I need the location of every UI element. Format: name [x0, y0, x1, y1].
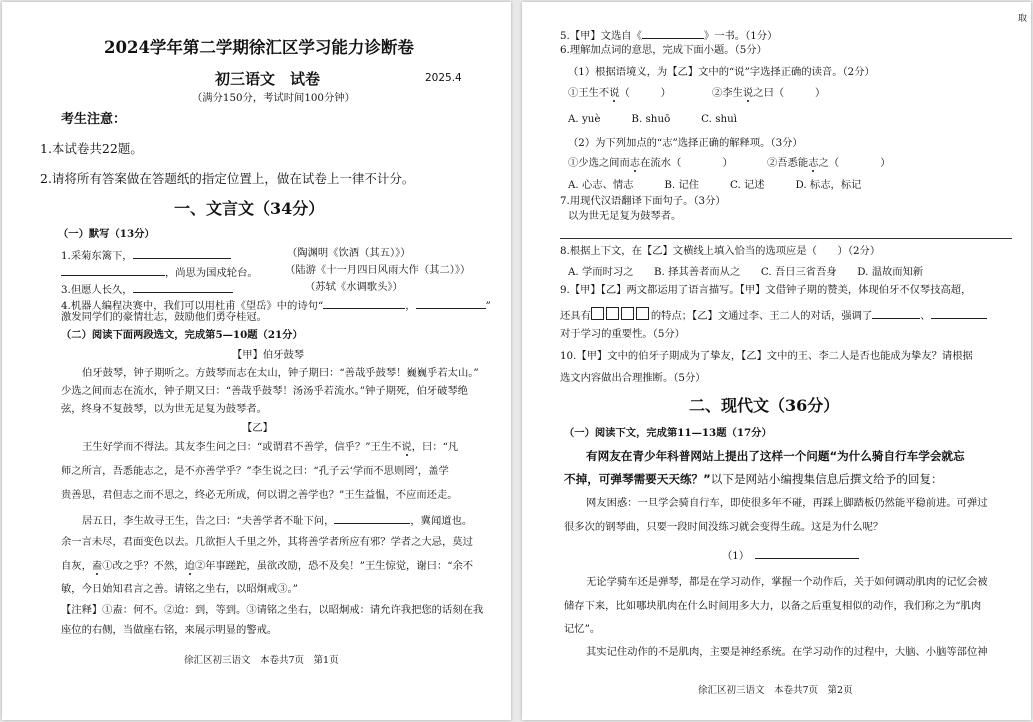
- article-para: 其实记住动作的不是肌肉，主要是神经系统。在学习动作的过程中，大脑、小脑等部位神: [586, 646, 988, 658]
- article-para: 网友困惑：一旦学会骑自行车，即使很多年不碰，再踩上脚踏板仍然能平稳前进。可弹过: [586, 497, 988, 509]
- corner-mark: 取: [1018, 14, 1028, 24]
- q2: ，尚思为国戍轮台。: [61, 264, 258, 280]
- blank-box[interactable]: [606, 307, 619, 320]
- notice-title: 考生注意：: [61, 112, 127, 127]
- answer-line: [560, 238, 1012, 239]
- q4: 4.机器人编程决赛中，我们可以用杜甫《望岳》中的诗句“ ， ”: [61, 297, 491, 313]
- q2-source: （陆游《十一月四日风雨大作（其二）》）: [285, 264, 471, 276]
- section1-title: 一、文言文（34分）: [174, 199, 325, 218]
- q6-2-b: ②吾悉能志之（ ）: [767, 157, 891, 169]
- q3: 3.但愿人长久，: [61, 281, 233, 297]
- exam-page-1: [2, 2, 511, 720]
- article-para: 储存下来，比如哪块肌肉在什么时间用多大力，以备之后重复相似的动作，我们称之为“肌肉: [564, 600, 982, 612]
- exam-date: 2025.4: [425, 72, 462, 84]
- q9: 9.【甲】【乙】两文都运用了语言描写。【甲】文借钟子期的赞美，体现伯牙不仅琴技高超，: [560, 284, 972, 296]
- exam-page-2: [522, 2, 1031, 720]
- annotation: 【注释】①盍：何不。②迨：到，等到。③请铭之坐右，以昭炯戒：请允许我把您的话刻在我: [61, 604, 484, 616]
- blank-box[interactable]: [621, 307, 634, 320]
- q6-1-options: A. yuè B. shuō C. shuì: [568, 113, 738, 125]
- article-para: 无论学骑车还是弹琴，都是在学习动作，掌握一个动作后，关于如何调动肌肉的记忆会被: [586, 576, 988, 588]
- q6-2: （2）为下列加点的“志”选择正确的解释项。（3分）: [568, 137, 803, 149]
- subheading-blank: （1）: [722, 547, 859, 563]
- q8: 8.根据上下文，在【乙】文横线上填入恰当的选项应是（ ）（2分）: [560, 245, 881, 257]
- q2-blank[interactable]: [61, 264, 165, 276]
- q7: 7.用现代汉语翻译下面句子。（3分）: [560, 195, 726, 207]
- q9-cont: 还具有 的特点；【乙】文通过李、王二人的对话，强调了 、: [560, 307, 987, 323]
- blank-box[interactable]: [636, 307, 649, 320]
- intro-line: 不掉，可弹琴需要天天练？”以下是网站小编搜集信息后撰文给予的回复：: [564, 472, 943, 486]
- q8-blank-in-text[interactable]: [334, 512, 410, 524]
- q6-2-options: A. 心志、情志 B. 记住 C. 记述 D. 标志，标记: [568, 179, 862, 191]
- part1-title: （一）默写（13分）: [58, 228, 155, 240]
- q1-source: （陶渊明《饮酒（其五）》）: [287, 247, 411, 259]
- part2-title: （二）阅读下面两段选文，完成第5—10题（21分）: [61, 329, 303, 341]
- page-footer: 徐汇区初三语文 本卷共7页 第2页: [698, 685, 853, 696]
- q10-cont: 选文内容做出合理推断。（5分）: [560, 372, 706, 384]
- section2-title: 二、现代文（36分）: [689, 396, 840, 415]
- page-footer: 徐汇区初三语文 本卷共7页 第1页: [184, 655, 339, 666]
- q6: 6.理解加点词的意思，完成下面小题。（5分）: [560, 44, 767, 56]
- q5-blank[interactable]: [642, 27, 704, 39]
- article-para: 很多次的钢琴曲，只要一段时间没练习就会变得生疏。这是为什么呢？: [564, 521, 884, 533]
- q9-blank-1[interactable]: [872, 307, 920, 319]
- passage-yi-line: 余一言未尽，君面变色以去。几欲拒人千里之外，其将善学者所应有邪？学者之大忌，莫过: [61, 536, 473, 548]
- passage-yi-line: 敏，今日始知君言之善。请铭之坐右，以昭炯戒③。”: [61, 583, 298, 595]
- q9-blank-2[interactable]: [931, 307, 987, 319]
- q6-2-a: ①少选之间而志在流水（ ）: [568, 157, 733, 169]
- q1: 1.采菊东篱下，: [61, 247, 231, 263]
- notice-1: 1.本试卷共22题。: [40, 141, 143, 156]
- q5: 5.【甲】文选自《 》一书。（1分）: [560, 27, 777, 43]
- notice-2: 2.请将所有答案做在答题纸的指定位置上，做在试卷上一律不计分。: [40, 171, 415, 186]
- q7-sentence: 以为世无足复为鼓琴者。: [568, 210, 682, 222]
- passage-yi-line: 居五日，李生故寻王生，告之曰：“夫善学者不耻下问， ，冀闻道也。: [82, 512, 472, 528]
- subheading-blank-line[interactable]: [755, 547, 859, 559]
- q8-options: A. 学而时习之 B. 择其善者而从之 C. 吾日三省吾身 D. 温故而知新: [568, 266, 924, 278]
- passage-yi-title: 【乙】: [242, 422, 273, 434]
- q9-cont: 对于学习的重要性。（5分）: [560, 328, 685, 340]
- passage-jia-line: 弦，终身不复鼓琴，以为世无足复为鼓琴者。: [61, 403, 267, 415]
- q6-1-a: ①王生不说（ ）: [568, 87, 671, 99]
- passage-jia-title: 【甲】伯牙鼓琴: [232, 349, 305, 361]
- annotation: 座位的右侧，当做座右铭，来展示明显的警戒。: [61, 624, 278, 636]
- passage-yi-line: 师之所言，吾悉能志之，是不亦善学乎？”李生说之曰：“孔子云‘学而不思则罔’，盖学: [61, 465, 449, 477]
- passage-yi-line: 自灰，盍①改之乎？不然，迨②年事蹉跎，虽欲改励，恐不及矣！”王生惊觉，谢曰：“余不: [61, 560, 474, 572]
- exam-title: 2024学年第二学期徐汇区学习能力诊断卷: [104, 38, 414, 57]
- part-modern-title: （一）阅读下文，完成第11—13题（17分）: [564, 427, 772, 439]
- passage-jia-line: 伯牙鼓琴，钟子期听之。方鼓琴而志在太山，钟子期曰：“善哉乎鼓琴！巍巍乎若太山。”: [82, 367, 479, 379]
- q6-1-b: ②李生说之曰（ ）: [712, 87, 826, 99]
- passage-jia-line: 少选之间而志在流水，钟子期又曰：“善哉乎鼓琴！汤汤乎若流水。”钟子期死，伯牙破琴绝: [61, 385, 468, 397]
- q4-blank-1[interactable]: [323, 297, 405, 309]
- blank-box[interactable]: [591, 307, 604, 320]
- q4-blank-2[interactable]: [416, 297, 486, 309]
- q3-source: （苏轼《水调歌头》）: [305, 281, 403, 293]
- q10: 10.【甲】文中的伯牙子期成为了挚友，【乙】文中的王、李二人是否也能成为挚友？请根据: [560, 350, 973, 362]
- q3-blank[interactable]: [133, 281, 233, 293]
- q6-1: （1）根据语境义，为【乙】文中的“说”字选择正确的读音。（2分）: [568, 66, 875, 78]
- passage-yi-line: 王生好学而不得法。其友李生问之曰：“或谓君不善学，信乎？”王生不说，曰：“凡: [82, 441, 459, 453]
- passage-yi-line: 贵善思，君但志之而不思之，终必无所成，何以谓之善学也？”王生益愠，不应而还走。: [61, 489, 458, 501]
- intro-line: 有网友在青少年科普网站上提出了这样一个问题“为什么骑自行车学会就忘: [586, 449, 965, 463]
- q1-blank[interactable]: [133, 247, 231, 259]
- q4-cont: 激发同学们的豪情壮志，鼓励他们勇夺桂冠。: [61, 311, 267, 323]
- score-note: （满分150分，考试时间100分钟）: [192, 92, 355, 104]
- article-para: 记忆”。: [564, 623, 601, 635]
- exam-subtitle: 初三语文 试卷: [215, 70, 321, 88]
